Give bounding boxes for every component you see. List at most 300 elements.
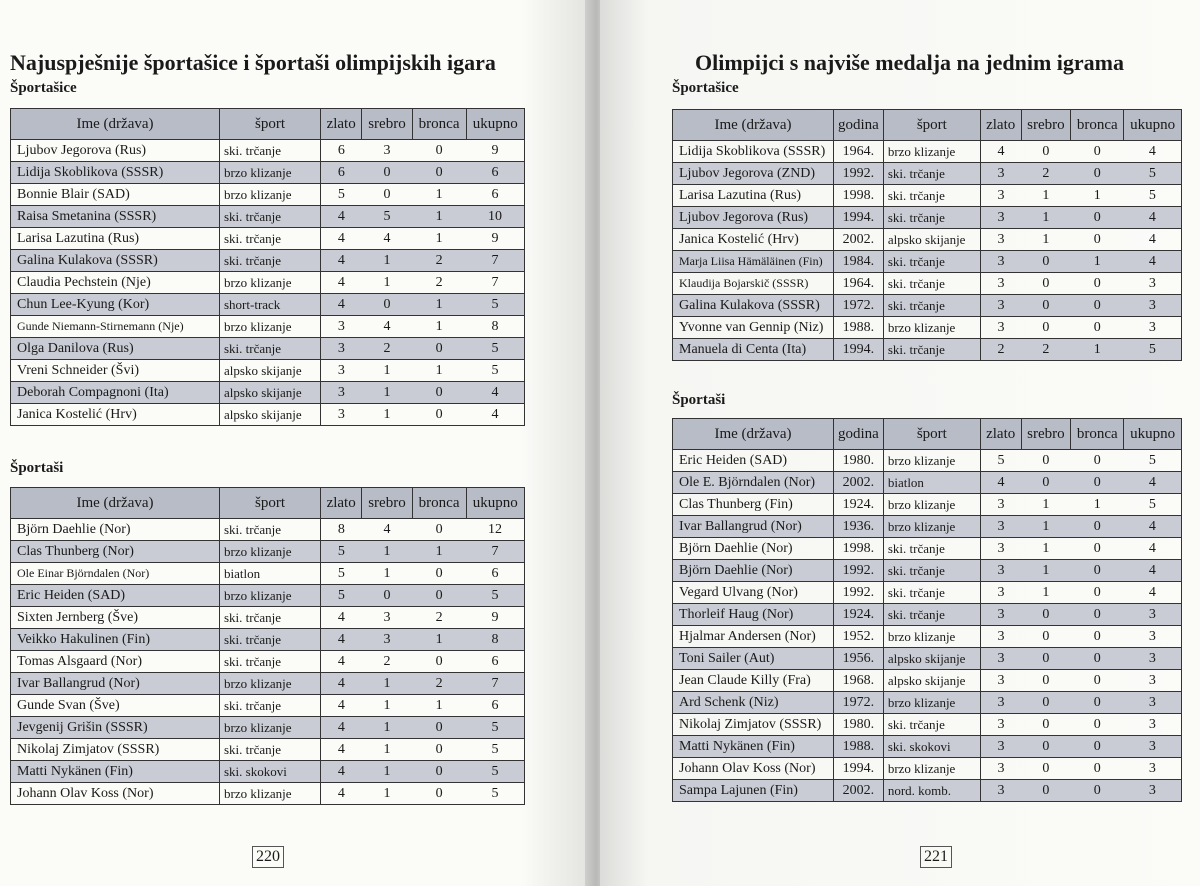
total-cell: 3 (1124, 670, 1182, 692)
total-cell: 6 (466, 184, 524, 206)
total-cell: 4 (1124, 582, 1182, 604)
silver-cell: 1 (1021, 560, 1071, 582)
bronze-cell: 0 (1071, 648, 1124, 670)
bronze-cell: 1 (1071, 251, 1124, 273)
sport-cell: ski. trčanje (220, 607, 321, 629)
gold-cell: 3 (980, 692, 1021, 714)
table-row (673, 472, 1182, 494)
table-row (11, 316, 525, 338)
sport-cell: biatlon (220, 563, 321, 585)
gold-cell: 5 (321, 184, 362, 206)
gold-cell: 4 (980, 141, 1021, 163)
gold-cell: 6 (321, 162, 362, 184)
bronze-cell: 0 (1071, 317, 1124, 339)
sport-cell: brzo klizanje (883, 450, 980, 472)
col-total: ukupno (466, 488, 524, 519)
silver-cell: 3 (362, 140, 412, 162)
silver-cell: 1 (362, 541, 412, 563)
total-cell: 8 (466, 316, 524, 338)
name-cell: Olga Danilova (Rus) (11, 338, 220, 360)
gold-cell: 3 (980, 317, 1021, 339)
col-year: godina (834, 419, 884, 450)
gold-cell: 3 (980, 538, 1021, 560)
sport-cell: ski. trčanje (220, 206, 321, 228)
left-page (0, 0, 592, 886)
table-row (11, 228, 525, 250)
bronze-cell: 1 (412, 294, 466, 316)
table-header-row (673, 419, 1182, 450)
silver-cell: 0 (1021, 273, 1071, 295)
sport-cell: ski. trčanje (883, 538, 980, 560)
bronze-cell: 0 (1071, 670, 1124, 692)
total-cell: 5 (1124, 450, 1182, 472)
sport-cell: brzo klizanje (883, 494, 980, 516)
year-cell: 1992. (834, 163, 884, 185)
total-cell: 3 (1124, 736, 1182, 758)
name-cell: Raisa Smetanina (SSSR) (11, 206, 220, 228)
total-cell: 7 (466, 541, 524, 563)
page-number: 220 (252, 846, 284, 868)
sport-cell: alpsko skijanje (220, 404, 321, 426)
gold-cell: 4 (321, 651, 362, 673)
right-page-title: Olimpijci s najviše medalja na jednim igrama (695, 50, 1124, 75)
table-row (11, 563, 525, 585)
table-row (673, 538, 1182, 560)
silver-cell: 0 (1021, 780, 1071, 802)
table-row (673, 273, 1182, 295)
bronze-cell: 0 (1071, 582, 1124, 604)
silver-cell: 1 (1021, 538, 1071, 560)
name-cell: Ole Einar Björndalen (Nor) (11, 563, 220, 585)
name-cell: Eric Heiden (SAD) (673, 450, 834, 472)
gold-cell: 3 (980, 516, 1021, 538)
year-cell: 1994. (834, 207, 884, 229)
gold-cell: 4 (321, 717, 362, 739)
silver-cell: 1 (362, 673, 412, 695)
table-row (673, 295, 1182, 317)
gold-cell: 5 (321, 585, 362, 607)
name-cell: Sixten Jernberg (Šve) (11, 607, 220, 629)
total-cell: 5 (466, 360, 524, 382)
name-cell: Eric Heiden (SAD) (11, 585, 220, 607)
name-cell: Björn Daehlie (Nor) (11, 519, 220, 541)
bronze-cell: 2 (412, 250, 466, 272)
gold-cell: 3 (321, 338, 362, 360)
bronze-cell: 0 (1071, 714, 1124, 736)
name-cell: Marja Liisa Hämäläinen (Fin) (673, 251, 834, 273)
bronze-cell: 1 (412, 228, 466, 250)
total-cell: 3 (1124, 758, 1182, 780)
total-cell: 4 (1124, 538, 1182, 560)
total-cell: 7 (466, 673, 524, 695)
name-cell: Bonnie Blair (SAD) (11, 184, 220, 206)
sport-cell: brzo klizanje (883, 516, 980, 538)
bronze-cell: 0 (1071, 141, 1124, 163)
name-cell: Galina Kulakova (SSSR) (11, 250, 220, 272)
total-cell: 3 (1124, 626, 1182, 648)
bronze-cell: 0 (412, 739, 466, 761)
bronze-cell: 0 (412, 563, 466, 585)
sport-cell: brzo klizanje (220, 673, 321, 695)
gold-cell: 4 (321, 695, 362, 717)
year-cell: 1924. (834, 604, 884, 626)
name-cell: Lidija Skoblikova (SSSR) (673, 141, 834, 163)
silver-cell: 4 (362, 519, 412, 541)
gold-cell: 5 (321, 541, 362, 563)
silver-cell: 0 (362, 184, 412, 206)
sport-cell: ski. trčanje (220, 695, 321, 717)
silver-cell: 0 (1021, 736, 1071, 758)
table-row (673, 516, 1182, 538)
name-cell: Nikolaj Zimjatov (SSSR) (673, 714, 834, 736)
name-cell: Johann Olav Koss (Nor) (673, 758, 834, 780)
year-cell: 1972. (834, 692, 884, 714)
total-cell: 5 (466, 585, 524, 607)
gold-cell: 2 (980, 339, 1021, 361)
sport-cell: ski. trčanje (883, 207, 980, 229)
silver-cell: 0 (1021, 295, 1071, 317)
name-cell: Ivar Ballangrud (Nor) (673, 516, 834, 538)
year-cell: 1972. (834, 295, 884, 317)
col-total: ukupno (466, 109, 524, 140)
gold-cell: 4 (321, 761, 362, 783)
table-row (673, 141, 1182, 163)
table-row (11, 519, 525, 541)
silver-cell: 2 (362, 338, 412, 360)
gold-cell: 4 (980, 472, 1021, 494)
table-row (673, 626, 1182, 648)
sport-cell: ski. trčanje (883, 604, 980, 626)
silver-cell: 0 (362, 585, 412, 607)
sport-cell: ski. skokovi (220, 761, 321, 783)
sport-cell: ski. trčanje (220, 739, 321, 761)
gold-cell: 8 (321, 519, 362, 541)
table-row (11, 206, 525, 228)
bronze-cell: 2 (412, 272, 466, 294)
gold-cell: 4 (321, 250, 362, 272)
bronze-cell: 1 (412, 629, 466, 651)
table-row (673, 229, 1182, 251)
gold-cell: 4 (321, 629, 362, 651)
bronze-cell: 0 (412, 717, 466, 739)
silver-cell: 0 (1021, 604, 1071, 626)
silver-cell: 2 (362, 651, 412, 673)
col-name: Ime (država) (11, 109, 220, 140)
name-cell: Clas Thunberg (Fin) (673, 494, 834, 516)
sport-cell: brzo klizanje (220, 717, 321, 739)
gold-cell: 5 (321, 563, 362, 585)
gold-cell: 3 (321, 316, 362, 338)
gold-cell: 3 (980, 273, 1021, 295)
sport-cell: brzo klizanje (883, 141, 980, 163)
left-men-table (10, 487, 525, 805)
table-row (11, 184, 525, 206)
sport-cell: ski. skokovi (883, 736, 980, 758)
total-cell: 4 (466, 404, 524, 426)
table-row (11, 607, 525, 629)
sport-cell: brzo klizanje (220, 272, 321, 294)
gold-cell: 3 (980, 494, 1021, 516)
name-cell: Tomas Alsgaard (Nor) (11, 651, 220, 673)
total-cell: 3 (1124, 714, 1182, 736)
table-row (673, 317, 1182, 339)
year-cell: 1998. (834, 185, 884, 207)
total-cell: 4 (1124, 560, 1182, 582)
year-cell: 1992. (834, 582, 884, 604)
silver-cell: 1 (362, 272, 412, 294)
left-men-heading: Športaši (10, 460, 64, 476)
silver-cell: 1 (362, 250, 412, 272)
table-row (673, 582, 1182, 604)
table-row (11, 695, 525, 717)
table-row (11, 404, 525, 426)
table-header-row (11, 109, 525, 140)
year-cell: 1936. (834, 516, 884, 538)
sport-cell: brzo klizanje (883, 626, 980, 648)
gold-cell: 3 (321, 360, 362, 382)
sport-cell: ski. trčanje (220, 140, 321, 162)
col-total: ukupno (1124, 419, 1182, 450)
total-cell: 3 (1124, 604, 1182, 626)
left-women-table (10, 108, 525, 426)
bronze-cell: 1 (412, 541, 466, 563)
left-women-heading: Športašice (10, 80, 77, 96)
total-cell: 10 (466, 206, 524, 228)
table-row (11, 761, 525, 783)
silver-cell: 0 (1021, 648, 1071, 670)
col-name: Ime (država) (673, 110, 834, 141)
name-cell: Janica Kostelić (Hrv) (11, 404, 220, 426)
silver-cell: 0 (1021, 670, 1071, 692)
silver-cell: 1 (1021, 185, 1071, 207)
silver-cell: 0 (1021, 317, 1071, 339)
total-cell: 3 (1124, 780, 1182, 802)
sport-cell: alpsko skijanje (883, 229, 980, 251)
name-cell: Veikko Hakulinen (Fin) (11, 629, 220, 651)
col-gold: zlato (321, 488, 362, 519)
table-header-row (11, 488, 525, 519)
sport-cell: ski. trčanje (883, 295, 980, 317)
bronze-cell: 0 (412, 783, 466, 805)
total-cell: 5 (466, 338, 524, 360)
name-cell: Ljubov Jegorova (Rus) (673, 207, 834, 229)
name-cell: Lidija Skoblikova (SSSR) (11, 162, 220, 184)
table-row (11, 338, 525, 360)
bronze-cell: 0 (412, 382, 466, 404)
table-row (673, 560, 1182, 582)
sport-cell: brzo klizanje (220, 162, 321, 184)
bronze-cell: 1 (412, 184, 466, 206)
total-cell: 3 (1124, 317, 1182, 339)
year-cell: 1964. (834, 273, 884, 295)
total-cell: 4 (466, 382, 524, 404)
year-cell: 1994. (834, 339, 884, 361)
table-row (11, 541, 525, 563)
sport-cell: ski. trčanje (883, 714, 980, 736)
name-cell: Björn Daehlie (Nor) (673, 560, 834, 582)
right-women-table (672, 109, 1182, 361)
sport-cell: brzo klizanje (220, 783, 321, 805)
silver-cell: 0 (1021, 758, 1071, 780)
total-cell: 9 (466, 140, 524, 162)
silver-cell: 4 (362, 316, 412, 338)
name-cell: Klaudija Bojarskič (SSSR) (673, 273, 834, 295)
gold-cell: 4 (321, 739, 362, 761)
gold-cell: 4 (321, 607, 362, 629)
name-cell: Nikolaj Zimjatov (SSSR) (11, 739, 220, 761)
table-row (673, 185, 1182, 207)
sport-cell: brzo klizanje (220, 585, 321, 607)
silver-cell: 0 (1021, 692, 1071, 714)
bronze-cell: 0 (412, 761, 466, 783)
year-cell: 1988. (834, 736, 884, 758)
sport-cell: brzo klizanje (883, 758, 980, 780)
silver-cell: 5 (362, 206, 412, 228)
name-cell: Chun Lee-Kyung (Kor) (11, 294, 220, 316)
bronze-cell: 0 (412, 585, 466, 607)
silver-cell: 1 (362, 783, 412, 805)
sport-cell: ski. trčanje (883, 163, 980, 185)
col-silver: srebro (362, 109, 412, 140)
name-cell: Gunde Niemann-Stirnemann (Nje) (11, 316, 220, 338)
year-cell: 2002. (834, 780, 884, 802)
col-sport: šport (883, 110, 980, 141)
table-row (11, 162, 525, 184)
silver-cell: 0 (1021, 450, 1071, 472)
col-year: godina (834, 110, 884, 141)
bronze-cell: 0 (1071, 692, 1124, 714)
right-men-table (672, 418, 1182, 802)
bronze-cell: 0 (1071, 472, 1124, 494)
silver-cell: 0 (362, 294, 412, 316)
year-cell: 1994. (834, 758, 884, 780)
silver-cell: 1 (362, 695, 412, 717)
silver-cell: 1 (1021, 582, 1071, 604)
col-silver: srebro (362, 488, 412, 519)
year-cell: 1998. (834, 538, 884, 560)
total-cell: 3 (1124, 295, 1182, 317)
gold-cell: 5 (980, 450, 1021, 472)
sport-cell: ski. trčanje (883, 560, 980, 582)
right-page (600, 0, 1200, 886)
table-row (673, 339, 1182, 361)
bronze-cell: 0 (1071, 560, 1124, 582)
silver-cell: 0 (1021, 714, 1071, 736)
year-cell: 1924. (834, 494, 884, 516)
total-cell: 8 (466, 629, 524, 651)
gold-cell: 3 (321, 382, 362, 404)
total-cell: 5 (1124, 494, 1182, 516)
bronze-cell: 0 (1071, 229, 1124, 251)
total-cell: 6 (466, 651, 524, 673)
name-cell: Jean Claude Killy (Fra) (673, 670, 834, 692)
bronze-cell: 2 (412, 673, 466, 695)
table-row (673, 163, 1182, 185)
name-cell: Vegard Ulvang (Nor) (673, 582, 834, 604)
total-cell: 5 (466, 739, 524, 761)
silver-cell: 1 (1021, 516, 1071, 538)
year-cell: 1964. (834, 141, 884, 163)
silver-cell: 1 (362, 404, 412, 426)
bronze-cell: 1 (1071, 185, 1124, 207)
table-row (673, 648, 1182, 670)
sport-cell: biatlon (883, 472, 980, 494)
total-cell: 4 (1124, 141, 1182, 163)
name-cell: Ljubov Jegorova (ZND) (673, 163, 834, 185)
total-cell: 4 (1124, 516, 1182, 538)
bronze-cell: 0 (1071, 538, 1124, 560)
name-cell: Björn Daehlie (Nor) (673, 538, 834, 560)
total-cell: 5 (1124, 185, 1182, 207)
silver-cell: 1 (362, 563, 412, 585)
name-cell: Ivar Ballangrud (Nor) (11, 673, 220, 695)
silver-cell: 1 (362, 382, 412, 404)
bronze-cell: 1 (412, 360, 466, 382)
gold-cell: 3 (980, 229, 1021, 251)
name-cell: Manuela di Centa (Ita) (673, 339, 834, 361)
col-bronze: bronca (1071, 419, 1124, 450)
sport-cell: brzo klizanje (220, 184, 321, 206)
table-row (11, 629, 525, 651)
gold-cell: 3 (980, 714, 1021, 736)
col-silver: srebro (1021, 110, 1071, 141)
table-row (11, 673, 525, 695)
sport-cell: ski. trčanje (883, 251, 980, 273)
table-row (11, 739, 525, 761)
silver-cell: 3 (362, 629, 412, 651)
year-cell: 2002. (834, 229, 884, 251)
bronze-cell: 1 (412, 695, 466, 717)
bronze-cell: 0 (412, 162, 466, 184)
right-women-heading: Športašice (672, 80, 739, 96)
gold-cell: 3 (980, 758, 1021, 780)
year-cell: 1984. (834, 251, 884, 273)
name-cell: Matti Nykänen (Fin) (673, 736, 834, 758)
table-row (673, 450, 1182, 472)
silver-cell: 1 (362, 717, 412, 739)
sport-cell: ski. trčanje (220, 629, 321, 651)
year-cell: 1956. (834, 648, 884, 670)
gold-cell: 3 (980, 163, 1021, 185)
col-gold: zlato (980, 419, 1021, 450)
silver-cell: 1 (1021, 229, 1071, 251)
table-row (11, 783, 525, 805)
silver-cell: 1 (362, 761, 412, 783)
sport-cell: ski. trčanje (220, 228, 321, 250)
bronze-cell: 1 (1071, 339, 1124, 361)
silver-cell: 0 (1021, 626, 1071, 648)
bronze-cell: 2 (412, 607, 466, 629)
gold-cell: 3 (980, 780, 1021, 802)
table-row (673, 604, 1182, 626)
total-cell: 4 (1124, 472, 1182, 494)
table-row (673, 207, 1182, 229)
gold-cell: 4 (321, 673, 362, 695)
gold-cell: 3 (980, 251, 1021, 273)
table-row (11, 382, 525, 404)
col-bronze: bronca (412, 109, 466, 140)
col-gold: zlato (321, 109, 362, 140)
total-cell: 6 (466, 695, 524, 717)
table-header-row (673, 110, 1182, 141)
sport-cell: alpsko skijanje (883, 648, 980, 670)
sport-cell: ski. trčanje (883, 185, 980, 207)
total-cell: 3 (1124, 692, 1182, 714)
table-row (11, 272, 525, 294)
sport-cell: nord. komb. (883, 780, 980, 802)
total-cell: 6 (466, 162, 524, 184)
gold-cell: 3 (980, 185, 1021, 207)
